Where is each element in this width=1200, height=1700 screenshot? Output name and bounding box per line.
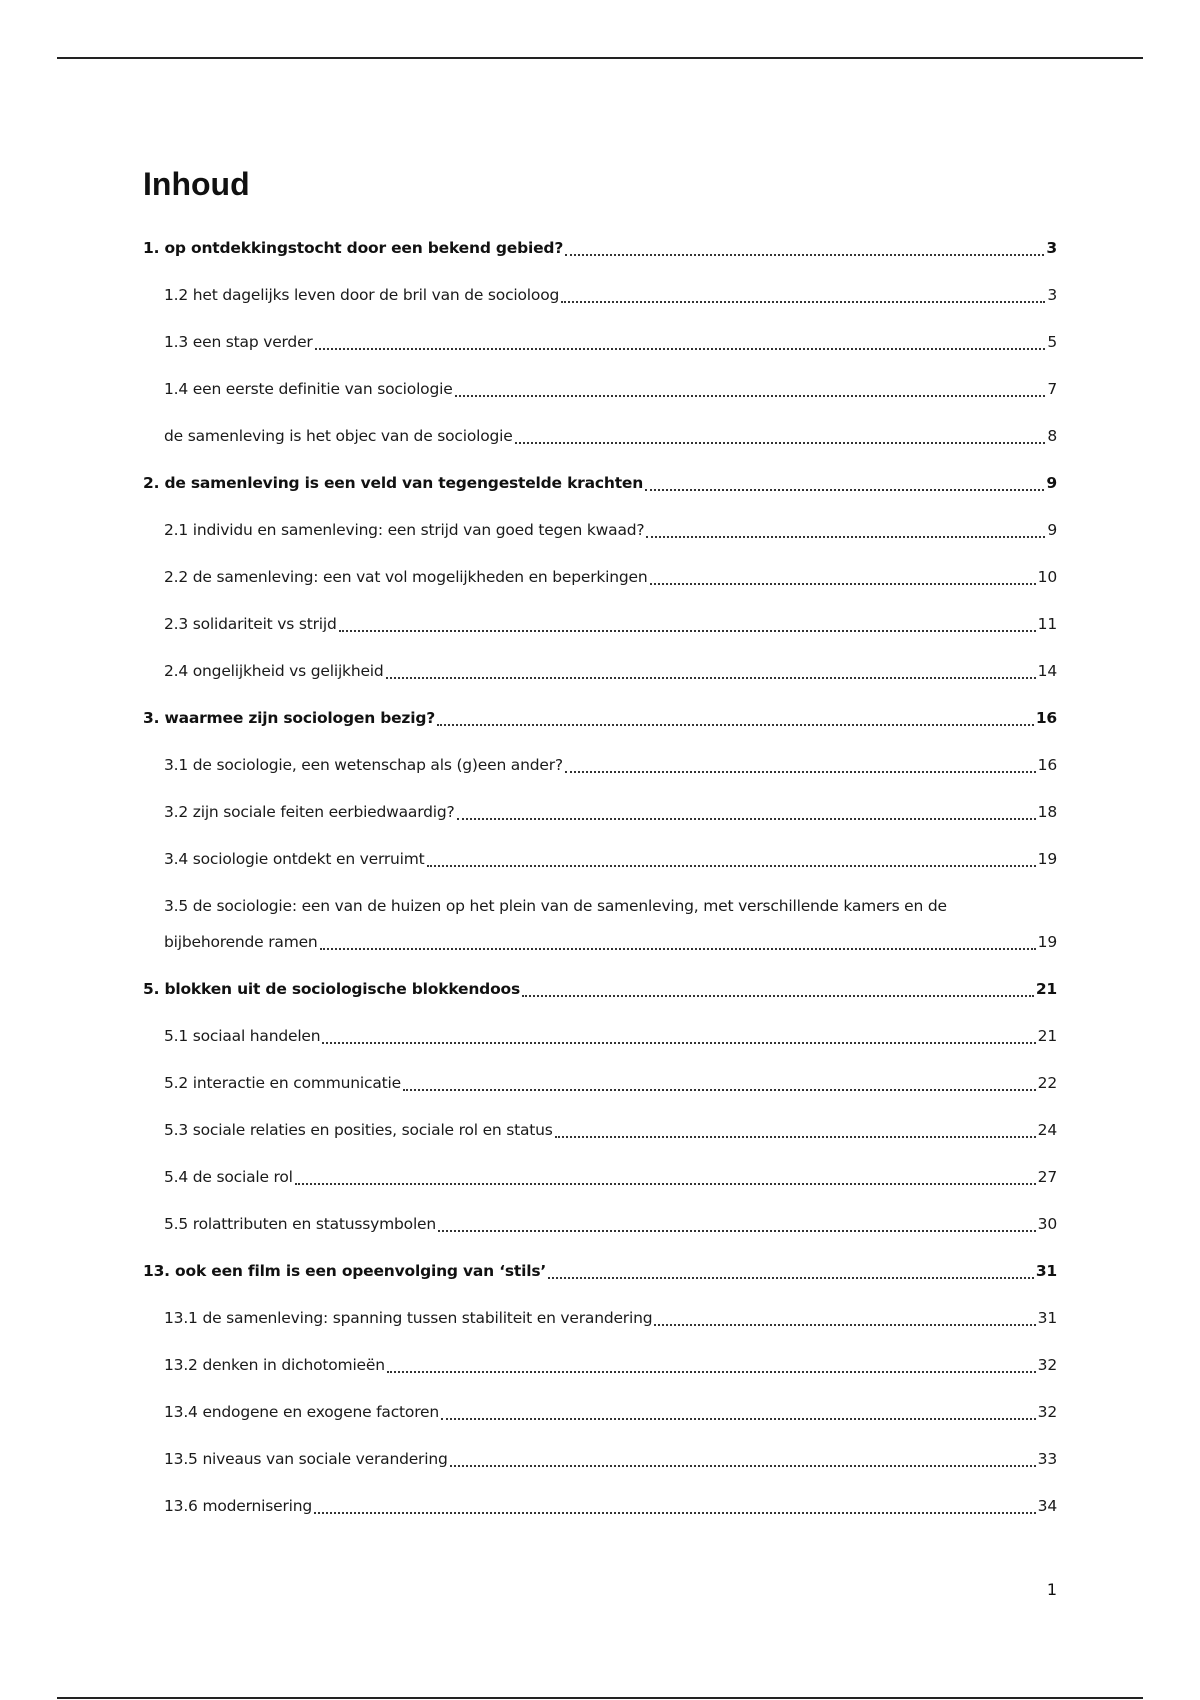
dot-leader (438, 1230, 1036, 1232)
dot-leader (450, 1465, 1036, 1467)
toc-entry-13-2[interactable] (143, 1347, 1057, 1383)
toc-entry-page: 8 (1047, 427, 1057, 445)
toc-entry-2-1[interactable] (143, 512, 1057, 548)
toc-entry-text: 5. blokken uit de sociologische blokkendoos (143, 980, 521, 998)
toc-entry-page: 32 (1037, 1403, 1057, 1421)
toc-entry-chapter-3[interactable] (143, 700, 1057, 736)
toc-entry-13-6[interactable] (143, 1488, 1057, 1524)
toc-entry-13-4[interactable] (143, 1394, 1057, 1430)
toc-entry-page: 33 (1037, 1450, 1057, 1468)
dot-leader (548, 1277, 1034, 1279)
toc-entry-5-1[interactable] (143, 1018, 1057, 1054)
toc-entry-chapter-2[interactable] (143, 465, 1057, 501)
toc-entry-page: 9 (1047, 521, 1057, 539)
toc-entry-2-2[interactable] (143, 559, 1057, 595)
toc-entry-page: 21 (1035, 980, 1057, 998)
toc-entry-text-continued: bijbehorende ramen (164, 933, 318, 951)
dot-leader (565, 254, 1044, 256)
toc-entry-text: 1.2 het dagelijks leven door de bril van de socioloog (164, 286, 560, 304)
toc-entry-text: 13.2 denken in dichotomieën (164, 1356, 385, 1374)
dot-leader (650, 583, 1036, 585)
toc-entry-page: 30 (1037, 1215, 1057, 1233)
toc-entry-text: 3.2 zijn sociale feiten eerbiedwaardig? (164, 803, 455, 821)
dot-leader (457, 818, 1036, 820)
toc-entry-text: 5.2 interactie en communicatie (164, 1074, 401, 1092)
toc-entry-2-4[interactable] (143, 653, 1057, 689)
toc-entry-page: 31 (1037, 1309, 1057, 1327)
toc-entry-page: 3 (1046, 239, 1057, 257)
toc-entry-chapter-13[interactable] (143, 1253, 1057, 1289)
table-of-contents (143, 230, 1057, 1535)
toc-entry-text: 3. waarmee zijn sociologen bezig? (143, 709, 436, 727)
toc-entry-text: de samenleving is het objec van de sociologie (164, 427, 513, 445)
toc-entry-text: 2.4 ongelijkheid vs gelijkheid (164, 662, 384, 680)
toc-entry-page: 16 (1035, 709, 1057, 727)
header-rule (57, 57, 1143, 59)
toc-entry-text: 3.5 de sociologie: een van de huizen op het plein van de samenleving, met verschillende kamers en de (164, 897, 947, 915)
dot-leader (645, 489, 1044, 491)
toc-entry-text: 13.1 de samenleving: spanning tussen stabiliteit en verandering (164, 1309, 653, 1327)
toc-entry-text: 13.6 modernisering (164, 1497, 312, 1515)
toc-entry-text: 2.2 de samenleving: een vat vol mogelijkheden en beperkingen (164, 568, 648, 586)
toc-entry-page: 14 (1037, 662, 1057, 680)
dot-leader (315, 348, 1046, 350)
toc-entry-page: 9 (1046, 474, 1057, 492)
toc-entry-page: 16 (1037, 756, 1057, 774)
toc-entry-3-4[interactable] (143, 841, 1057, 877)
toc-entry-5-5[interactable] (143, 1206, 1057, 1242)
toc-entry-text: 1.4 een eerste definitie van sociologie (164, 380, 453, 398)
toc-entry-continuation (164, 924, 1057, 960)
toc-entry-text: 13.5 niveaus van sociale verandering (164, 1450, 448, 1468)
dot-leader (314, 1512, 1036, 1514)
toc-entry-page: 10 (1037, 568, 1057, 586)
toc-entry-text: 1.3 een stap verder (164, 333, 313, 351)
toc-entry-5-3[interactable] (143, 1112, 1057, 1148)
toc-entry-text: 2.3 solidariteit vs strijd (164, 615, 337, 633)
dot-leader (387, 1371, 1036, 1373)
toc-entry-page: 21 (1037, 1027, 1057, 1045)
toc-entry-text: 5.5 rolattributen en statussymbolen (164, 1215, 437, 1233)
toc-entry-3-1[interactable] (143, 747, 1057, 783)
dot-leader (555, 1136, 1036, 1138)
footer-rule (57, 1697, 1143, 1699)
toc-entry-page: 18 (1037, 803, 1057, 821)
toc-entry-page: 19 (1037, 933, 1057, 951)
dot-leader (320, 948, 1036, 950)
dot-leader (295, 1183, 1036, 1185)
toc-entry-page: 31 (1035, 1262, 1057, 1280)
toc-entry-page: 27 (1037, 1168, 1057, 1186)
toc-entry-text: 2. de samenleving is een veld van tegengestelde krachten (143, 474, 644, 492)
toc-entry-samenleving-object[interactable] (143, 418, 1057, 454)
toc-entry-page: 32 (1037, 1356, 1057, 1374)
dot-leader (386, 677, 1036, 679)
toc-entry-text: 3.4 sociologie ontdekt en verruimt (164, 850, 425, 868)
toc-entry-text: 5.3 sociale relaties en posities, sociale rol en status (164, 1121, 553, 1139)
toc-entry-text: 1. op ontdekkingstocht door een bekend gebied? (143, 239, 564, 257)
dot-leader (403, 1089, 1036, 1091)
dot-leader (322, 1042, 1035, 1044)
dot-leader (427, 865, 1036, 867)
toc-entry-13-1[interactable] (143, 1300, 1057, 1336)
toc-entry-2-3[interactable] (143, 606, 1057, 642)
toc-entry-text: 3.1 de sociologie, een wetenschap als (g)een ander? (164, 756, 563, 774)
toc-entry-page: 5 (1047, 333, 1057, 351)
toc-entry-1-4[interactable] (143, 371, 1057, 407)
dot-leader (565, 771, 1036, 773)
toc-entry-chapter-5[interactable] (143, 971, 1057, 1007)
toc-entry-page: 3 (1047, 286, 1057, 304)
toc-entry-page: 7 (1047, 380, 1057, 398)
toc-entry-chapter-1[interactable] (143, 230, 1057, 266)
dot-leader (522, 995, 1034, 997)
toc-entry-text: 13.4 endogene en exogene factoren (164, 1403, 440, 1421)
toc-entry-page: 11 (1037, 615, 1057, 633)
toc-entry-3-5[interactable] (143, 888, 1057, 960)
toc-entry-page: 19 (1037, 850, 1057, 868)
toc-entry-page: 24 (1037, 1121, 1057, 1139)
toc-entry-text: 13. ook een film is een opeenvolging van ‘stils’ (143, 1262, 547, 1280)
toc-title: Inhoud (143, 166, 250, 202)
toc-entry-5-4[interactable] (143, 1159, 1057, 1195)
toc-entry-1-2[interactable] (143, 277, 1057, 313)
dot-leader (339, 630, 1036, 632)
dot-leader (441, 1418, 1036, 1420)
dot-leader (654, 1324, 1035, 1326)
toc-entry-text: 2.1 individu en samenleving: een strijd van goed tegen kwaad? (164, 521, 645, 539)
toc-entry-text: 5.1 sociaal handelen (164, 1027, 321, 1045)
dot-leader (646, 536, 1045, 538)
dot-leader (437, 724, 1034, 726)
toc-entry-page: 34 (1037, 1497, 1057, 1515)
toc-entry-13-5[interactable] (143, 1441, 1057, 1477)
toc-entry-3-2[interactable] (143, 794, 1057, 830)
toc-entry-5-2[interactable] (143, 1065, 1057, 1101)
toc-entry-1-3[interactable] (143, 324, 1057, 360)
dot-leader (455, 395, 1046, 397)
toc-entry-page: 22 (1037, 1074, 1057, 1092)
toc-entry-text: 5.4 de sociale rol (164, 1168, 293, 1186)
page-number: 1 (1046, 1580, 1057, 1599)
dot-leader (561, 301, 1045, 303)
dot-leader (515, 442, 1046, 444)
